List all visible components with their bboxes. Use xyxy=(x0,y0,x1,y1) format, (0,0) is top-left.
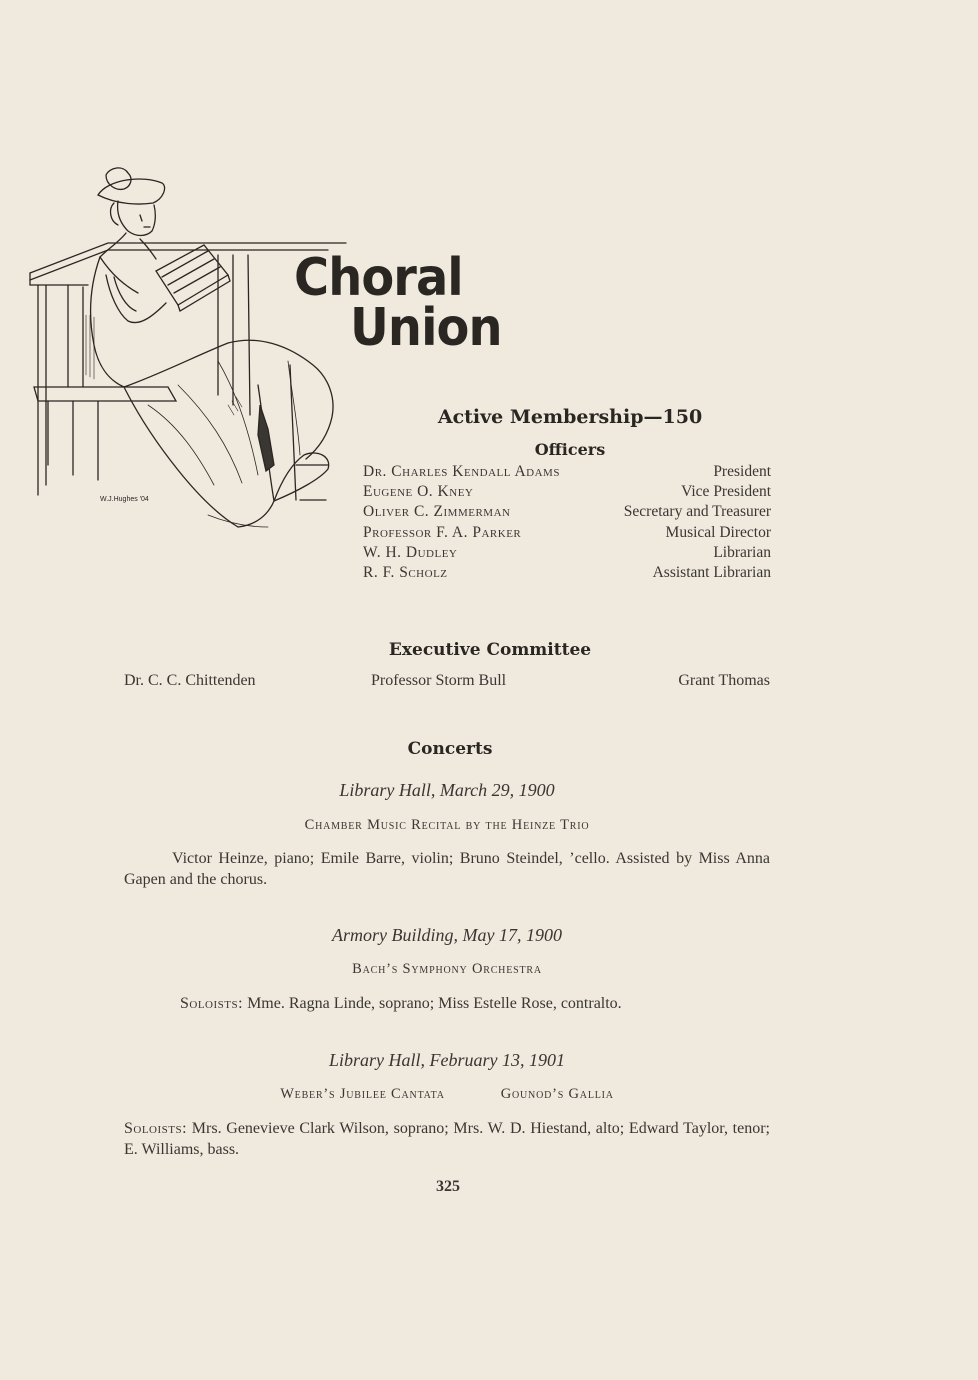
program-piece: Gounod’s Gallia xyxy=(500,1086,614,1102)
officer-role: President xyxy=(713,463,771,480)
artist-signature: W.J.Hughes '04 xyxy=(100,496,149,503)
officer-row xyxy=(363,463,771,483)
officer-name: Eugene O. Kney xyxy=(363,483,474,501)
concert-program: Chamber Music Recital by the Heinze Trio xyxy=(304,817,590,833)
officer-row xyxy=(363,544,771,564)
officer-name: Professor F. A. Parker xyxy=(363,523,522,541)
officer-name: R. F. Scholz xyxy=(363,563,448,581)
soloists-text: Mme. Ragna Linde, soprano; Miss Estelle Rose, contralto. xyxy=(247,995,622,1012)
officer-role: Secretary and Treasurer xyxy=(623,503,771,521)
executive-heading: Executive Committee xyxy=(388,640,592,660)
membership-heading: Active Membership—150 xyxy=(437,406,703,428)
officer-name: Oliver C. Zimmerman xyxy=(363,503,511,521)
executive-member: Professor Storm Bull xyxy=(371,672,507,689)
concert-details xyxy=(124,993,770,1014)
officer-row xyxy=(363,503,771,523)
page-number: 325 xyxy=(436,1178,460,1195)
officer-role: Librarian xyxy=(713,543,771,561)
officer-name: W. H. Dudley xyxy=(363,543,458,561)
woman-reading-illustration xyxy=(28,165,358,540)
officer-row xyxy=(363,524,771,544)
officers-heading: Officers xyxy=(534,440,606,459)
soloists-label: Soloists: xyxy=(124,1120,188,1137)
soloists-label: Soloists: xyxy=(180,995,244,1012)
officer-role: Assistant Librarian xyxy=(652,563,771,581)
officer-role: Vice President xyxy=(681,483,771,501)
soloists-text: Mrs. Genevieve Clark Wilson, soprano; Mrs. W. D. Hiestand, alto; Edward Taylor, tenor; E. Williams, bass. xyxy=(124,1120,771,1158)
title-line-2: Union xyxy=(350,298,502,358)
officer-row xyxy=(363,483,771,503)
concert-details: Victor Heinze, piano; Emile Barre, violin; Bruno Steindel, ’cello. Assisted by Miss Anna Gapen and the chorus. xyxy=(124,850,770,888)
concert-details xyxy=(124,1118,770,1160)
concert-venue: Library Hall, February 13, 1901 xyxy=(329,1050,565,1070)
concert-program: Bach’s Symphony Orchestra xyxy=(352,961,542,977)
officer-name: Dr. Charles Kendall Adams xyxy=(363,463,560,480)
concert-venue: Armory Building, May 17, 1900 xyxy=(332,925,562,945)
executive-member: Dr. C. C. Chittenden xyxy=(124,672,256,689)
executive-member: Grant Thomas xyxy=(678,672,770,689)
officers-list xyxy=(363,463,771,584)
concerts-heading: Concerts xyxy=(407,739,493,759)
concert-program xyxy=(124,1086,770,1103)
officer-row xyxy=(363,564,771,584)
program-piece: Weber’s Jubilee Cantata xyxy=(280,1086,445,1102)
concert-venue: Library Hall, March 29, 1900 xyxy=(339,780,555,800)
title-line-1: Choral xyxy=(294,248,463,308)
officer-role: Musical Director xyxy=(665,523,771,541)
